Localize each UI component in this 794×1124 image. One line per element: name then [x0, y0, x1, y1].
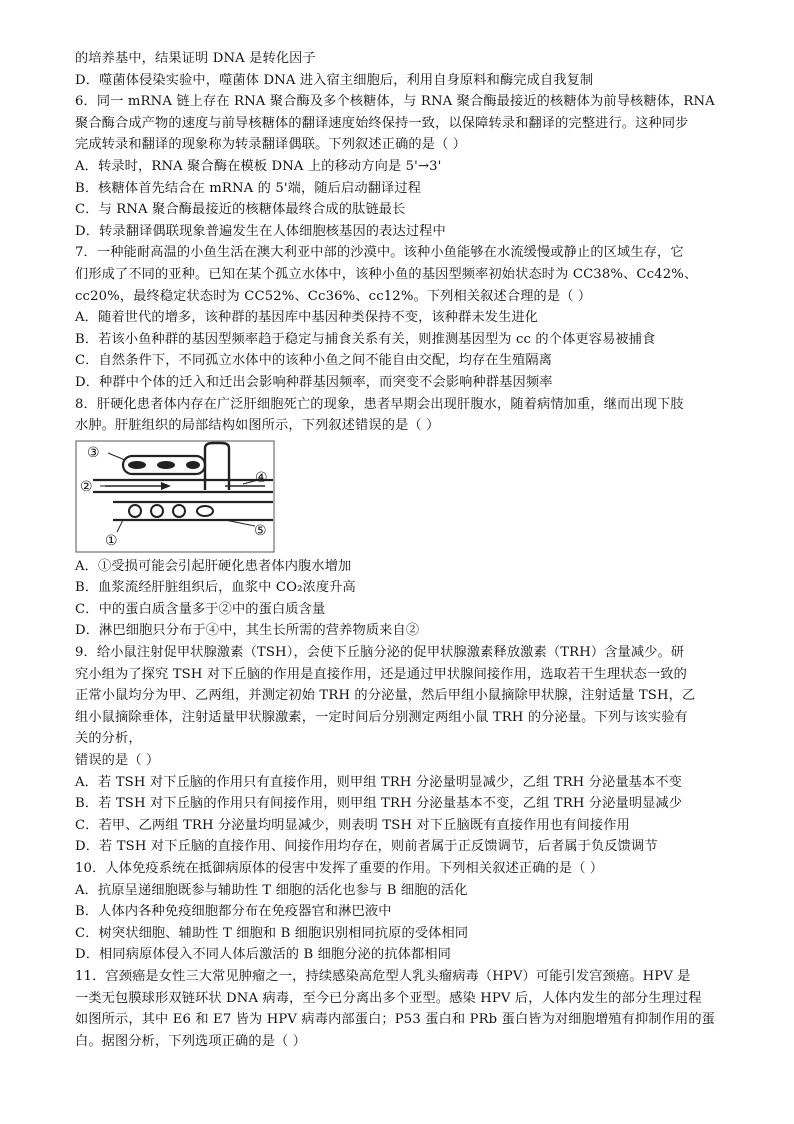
text-line: D．相同病原体侵入不同人体后激活的 B 细胞分泌的抗体都相同	[75, 947, 452, 963]
text-line: D．转录翻译偶联现象普遍发生在人体细胞核基因的表达过程中	[75, 223, 446, 239]
label-2: ②	[80, 478, 93, 495]
text-line: 的培养基中，结果证明 DNA 是转化因子	[75, 51, 316, 66]
text-line: 水肿。肝脏组织的局部结构如图所示，下列叙述错误的是（ ）	[75, 418, 440, 434]
text-line: C．与 RNA 聚合酶最接近的核糖体最终合成的肽链最长	[75, 202, 406, 218]
label-4: ④	[255, 469, 268, 486]
text-line: C．中的蛋白质含量多于②中的蛋白质含量	[75, 601, 326, 617]
text-line: B．若该小鱼种群的基因型频率趋于稳定与捕食关系有关，则推测基因型为 cc 的个体更容易被捕食	[75, 331, 656, 347]
text-line: 完成转录和翻译的现象称为转录翻译偶联。下列叙述正确的是（ ）	[75, 137, 467, 153]
question-text-top	[75, 48, 725, 437]
text-line: 一类无包膜球形双链环状 DNA 病毒，至今已分离出多个亚型。感染 HPV 后，人体内发生的部分生理过程	[75, 990, 702, 1006]
exam-page	[75, 48, 725, 1052]
text-line: D．噬菌体侵染实验中，噬菌体 DNA 进入宿主细胞后，利用自身原料和酶完成自我复制	[75, 72, 594, 88]
text-line: C．若甲、乙两组 TRH 分泌量均明显减少，则表明 TSH 对下丘脑既有直接作用也有间接作用	[75, 817, 630, 833]
text-line: 7．一种能耐高温的小鱼生活在澳大利亚中部的沙漠中。该种小鱼能够在水流缓慢或静止的区域生存，它	[75, 245, 684, 261]
cell-nucleus	[157, 461, 175, 469]
text-line: 白。据图分析，下列选项正确的是（ ）	[75, 1033, 307, 1049]
text-line: cc20%，最终稳定状态时为 CC52%、Cc36%、cc12%。下列相关叙述合理的是（ ）	[75, 288, 592, 304]
label-3: ③	[87, 444, 100, 461]
cell-nucleus	[128, 461, 146, 469]
text-line: 10．人体免疫系统在抵御病原体的侵害中发挥了重要的作用。下列相关叙述正确的是（ ）	[75, 861, 604, 876]
text-line: 们形成了不同的亚种。已知在某个孤立水体中，该种小鱼的基因型频率初始状态时为 CC38%、Cc42%、	[75, 266, 698, 282]
text-line: 组小鼠摘除垂体，注射适量甲状腺激素，一定时间后分别测定两组小鼠 TRH 的分泌量。下列与该实验有	[75, 709, 688, 725]
text-line: C．树突状细胞、辅助性 T 细胞和 B 细胞识别相同抗原的受体相同	[75, 925, 469, 941]
text-line: 聚合酶合成产物的速度与前导核糖体的翻译速度始终保持一致，以保障转录和翻译的完整进行。这种同步	[75, 115, 689, 131]
text-line: 错误的是（ ）	[75, 753, 160, 769]
text-line: B．若 TSH 对下丘脑的作用只有间接作用，则甲组 TRH 分泌量基本不变，乙组 TRH 分泌量明显减少	[75, 796, 683, 812]
text-line: A．随着世代的增多，该种群的基因库中基因种类保持不变，该种群未发生进化	[75, 310, 539, 326]
text-line: D．淋巴细胞只分布于④中，其生长所需的营养物质来自②	[75, 623, 420, 639]
text-line: B．核糖体首先结合在 mRNA 的 5'端，随后启动翻译过程	[75, 180, 422, 196]
text-line: B．血浆流经肝脏组织后，血浆中 CO₂浓度升高	[75, 580, 356, 596]
text-line: A．①受损可能会引起肝硬化患者体内腹水增加	[75, 558, 352, 574]
text-line: 究小组为了探究 TSH 对下丘脑的作用是直接作用，还是通过甲状腺间接作用，选取若干生理状态一致的	[75, 666, 687, 682]
liver-diagram	[75, 440, 275, 553]
label-5: ⑤	[254, 522, 267, 539]
text-line: D．若 TSH 对下丘脑的直接作用、间接作用均存在，则前者属于正反馈调节，后者属于负反馈调节	[75, 839, 658, 855]
question-text-bottom	[75, 556, 725, 1053]
text-line: 正常小鼠均分为甲、乙两组，并测定初始 TRH 的分泌量，然后甲组小鼠摘除甲状腺，注射适量 TSH，乙	[75, 688, 696, 704]
text-line: 8．肝硬化患者体内存在广泛肝细胞死亡的现象，患者早期会出现肝腹水，随着病情加重，继而出现下肢	[75, 396, 684, 412]
cell-nucleus	[186, 461, 200, 469]
text-line: A．转录时，RNA 聚合酶在模板 DNA 上的移动方向是 5'→3'	[75, 158, 442, 174]
text-line: D．种群中个体的迁入和迁出会影响种群基因频率，而突变不会影响种群基因频率	[75, 374, 553, 390]
label-1: ①	[105, 532, 118, 549]
text-line: A．若 TSH 对下丘脑的作用只有直接作用，则甲组 TRH 分泌量明显减少，乙组 TRH 分泌量基本不变	[75, 774, 683, 790]
text-line: 9．给小鼠注射促甲状腺激素（TSH），会使下丘脑分泌的促甲状腺激素释放激素（TRH）含量减少。研	[75, 645, 685, 661]
text-line: C．自然条件下，不同孤立水体中的该种小鱼之间不能自由交配，均存在生殖隔离	[75, 353, 553, 369]
text-line: A．抗原呈递细胞既参与辅助性 T 细胞的活化也参与 B 细胞的活化	[75, 882, 468, 898]
text-line: B．人体内各种免疫细胞都分布在免疫器官和淋巴液中	[75, 904, 392, 920]
liver-tissue-figure	[75, 440, 725, 553]
text-line: 关的分析，	[75, 731, 142, 747]
text-line: 11．宫颈癌是女性三大常见肿瘤之一，持续感染高危型人乳头瘤病毒（HPV）可能引发宫颈癌。HPV 是	[75, 968, 691, 984]
text-line: 6．同一 mRNA 链上存在 RNA 聚合酶及多个核糖体，与 RNA 聚合酶最接近的核糖体为前导核糖体，RNA	[75, 94, 715, 110]
text-line: 如图所示，其中 E6 和 E7 皆为 HPV 病毒内部蛋白；P53 蛋白和 PRb 蛋白皆为对细胞增殖有抑制作用的蛋	[75, 1012, 716, 1028]
